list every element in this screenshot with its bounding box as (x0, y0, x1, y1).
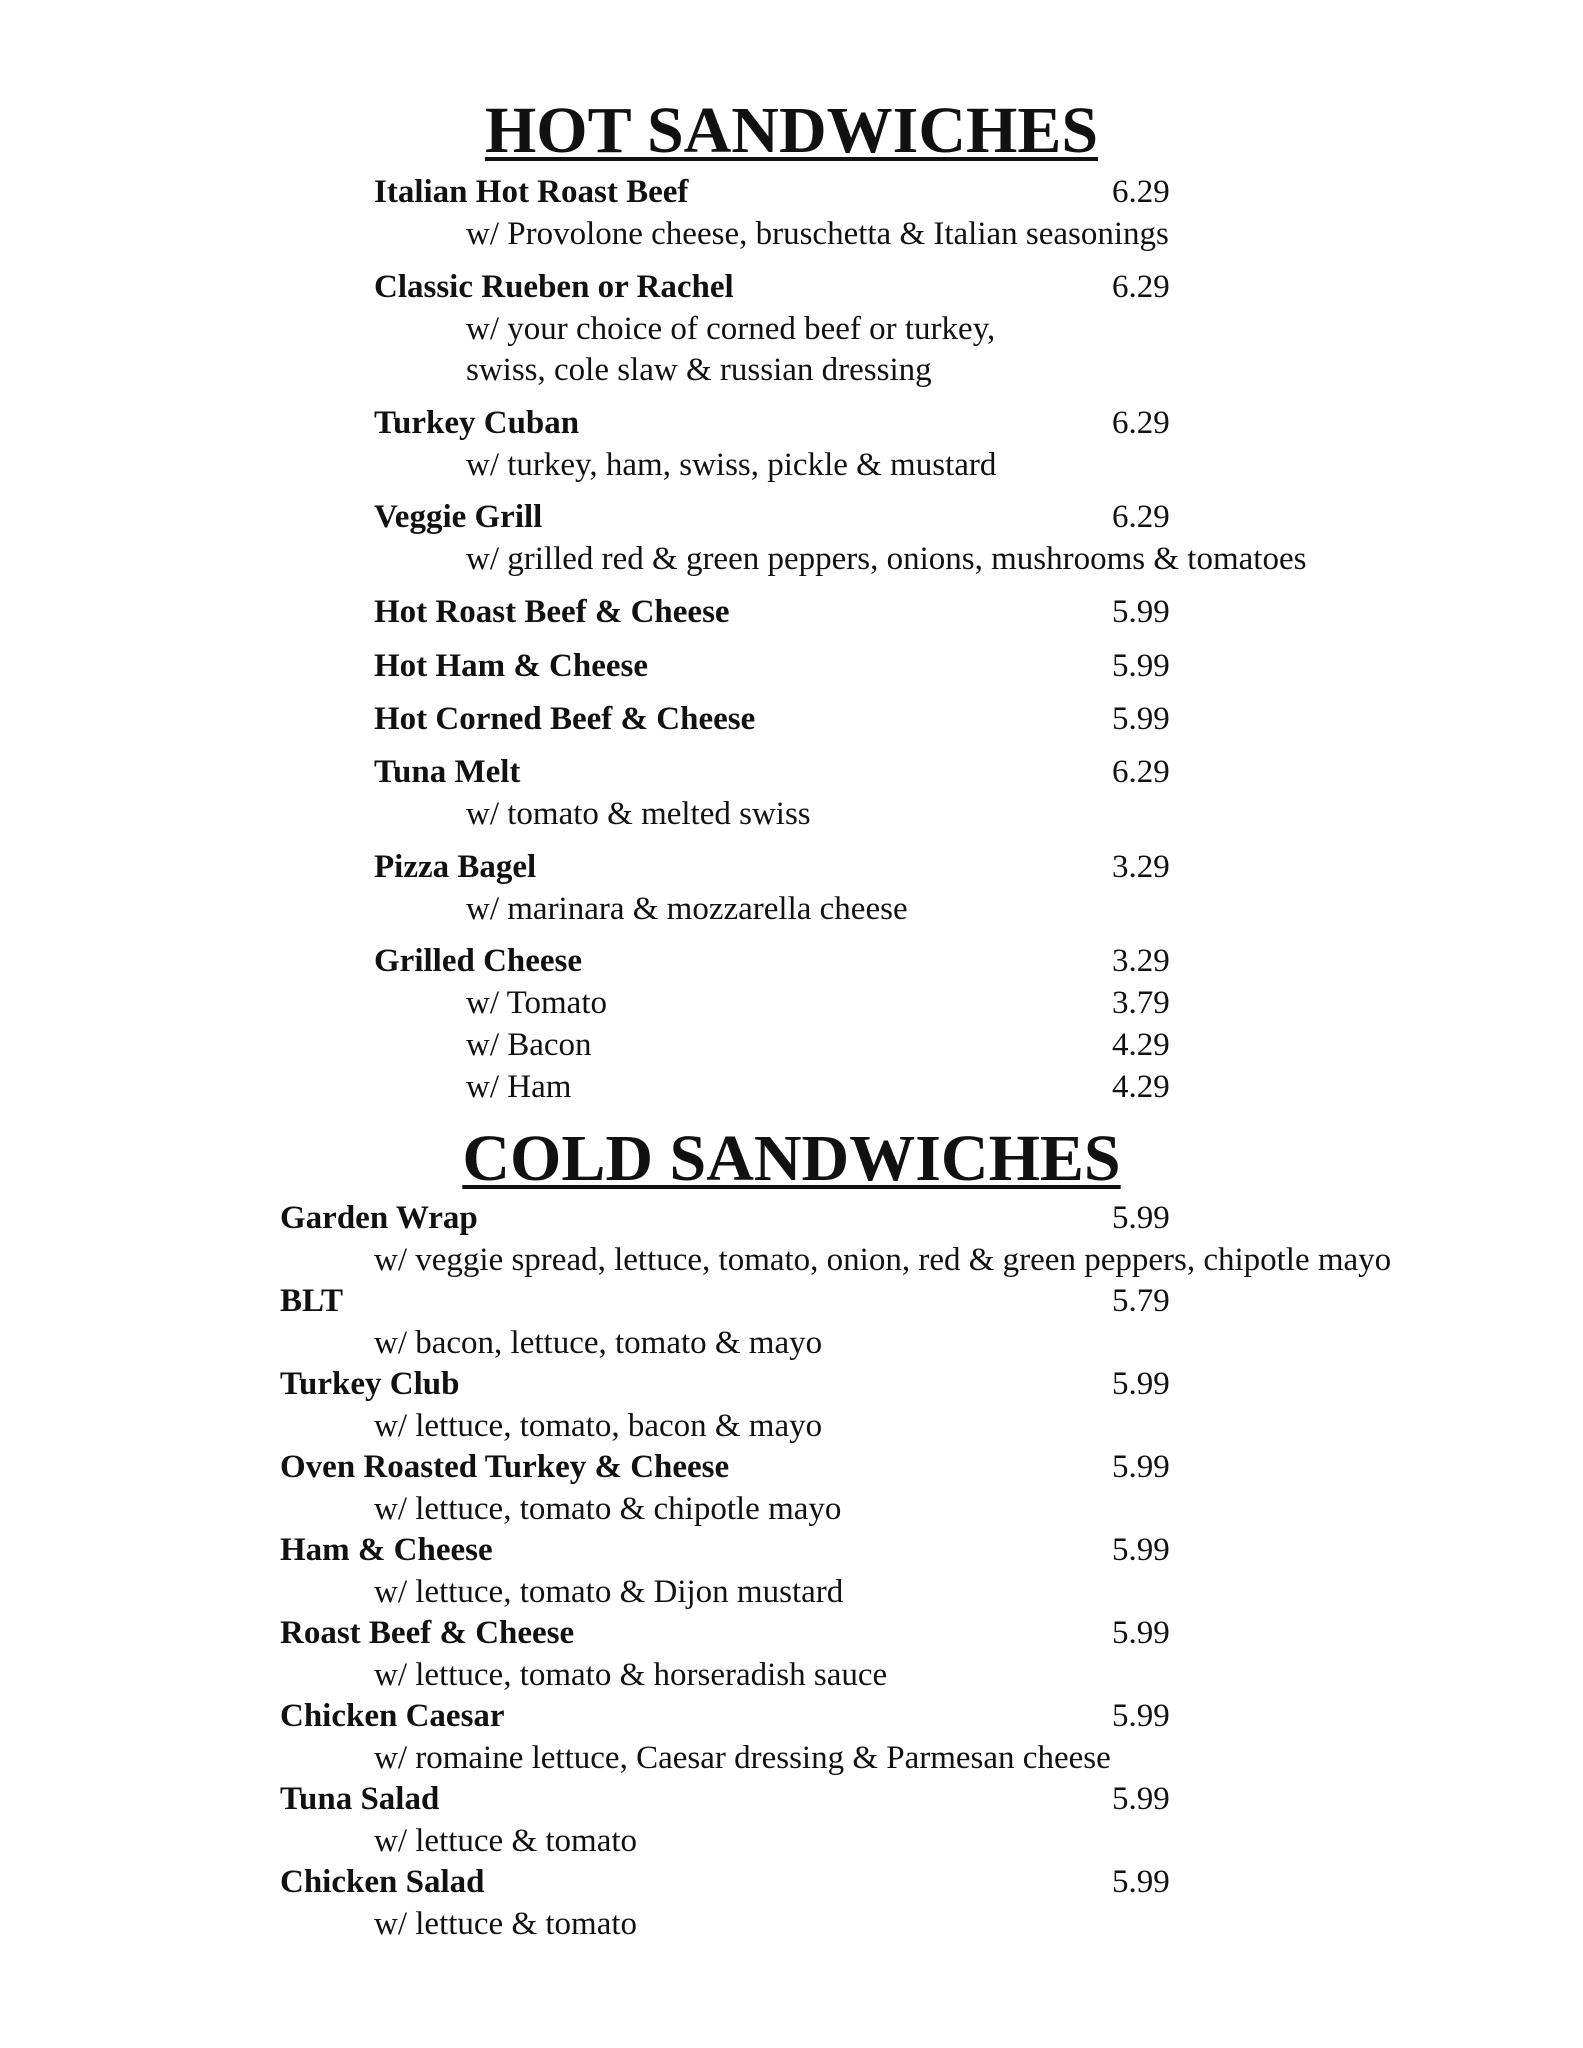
menu-item-name: Hot Ham & Cheese (374, 648, 649, 684)
menu-item-price: 5.99 (1112, 648, 1170, 684)
menu-item-name: Veggie Grill (374, 499, 543, 535)
menu-item-option: w/ Tomato (466, 985, 607, 1021)
menu-item-description: w/ Provolone cheese, bruschetta & Italian seasonings (466, 216, 1169, 252)
menu-item-description: w/ grilled red & green peppers, onions, mushrooms & tomatoes (466, 541, 1307, 577)
menu-item-price: 5.99 (1112, 701, 1170, 737)
hot-sandwiches-heading: HOT SANDWICHES (484, 94, 1099, 167)
menu-item-price: 5.99 (1112, 1781, 1170, 1817)
menu-item-description: w/ lettuce, tomato & horseradish sauce (374, 1657, 888, 1693)
menu-item-price: 5.99 (1112, 1698, 1170, 1734)
menu-item-price: 5.79 (1112, 1283, 1170, 1319)
menu-item-option-price: 3.79 (1112, 985, 1170, 1021)
menu-item-description: w/ bacon, lettuce, tomato & mayo (374, 1325, 823, 1361)
menu-item-name: BLT (280, 1283, 344, 1319)
menu-item-description: w/ turkey, ham, swiss, pickle & mustard (466, 447, 997, 483)
menu-item-description: w/ marinara & mozzarella cheese (466, 891, 908, 927)
menu-item-option-price: 4.29 (1112, 1027, 1170, 1063)
menu-item-name: Grilled Cheese (374, 943, 583, 979)
menu-item-name: Chicken Caesar (280, 1698, 505, 1734)
menu-item-name: Roast Beef & Cheese (280, 1615, 575, 1651)
menu-item-price: 6.29 (1112, 405, 1170, 441)
menu-item-option: w/ Bacon (466, 1027, 592, 1063)
menu-item-price: 5.99 (1112, 1864, 1170, 1900)
menu-item-description: w/ lettuce, tomato, bacon & mayo (374, 1408, 823, 1444)
menu-item-name: Hot Corned Beef & Cheese (374, 701, 756, 737)
menu-item-description: w/ tomato & melted swiss (466, 796, 811, 832)
cold-sandwiches-heading: COLD SANDWICHES (462, 1122, 1121, 1195)
menu-item-price: 3.29 (1112, 849, 1170, 885)
menu-item-name: Turkey Cuban (374, 405, 580, 441)
menu-item-price: 6.29 (1112, 499, 1170, 535)
menu-item-name: Ham & Cheese (280, 1532, 493, 1568)
menu-item-option-price: 4.29 (1112, 1069, 1170, 1105)
menu-item-name: Oven Roasted Turkey & Cheese (280, 1449, 730, 1485)
menu-item-name: Hot Roast Beef & Cheese (374, 594, 730, 630)
menu-item-price: 5.99 (1112, 594, 1170, 630)
menu-item-description: w/ your choice of corned beef or turkey, (466, 311, 996, 347)
menu-item-name: Garden Wrap (280, 1200, 478, 1236)
menu-item-name: Tuna Salad (280, 1781, 440, 1817)
menu-item-price: 6.29 (1112, 754, 1170, 790)
menu-item-price: 5.99 (1112, 1532, 1170, 1568)
menu-item-name: Chicken Salad (280, 1864, 485, 1900)
menu-item-name: Tuna Melt (374, 754, 521, 790)
menu-item-description: w/ lettuce & tomato (374, 1906, 638, 1942)
menu-item-description: w/ veggie spread, lettuce, tomato, onion, red & green peppers, chipotle mayo (374, 1242, 1392, 1278)
menu-item-price: 6.29 (1112, 269, 1170, 305)
menu-item-price: 5.99 (1112, 1615, 1170, 1651)
menu-item-description: w/ lettuce, tomato & chipotle mayo (374, 1491, 842, 1527)
menu-item-price: 6.29 (1112, 174, 1170, 210)
menu-item-description: w/ lettuce, tomato & Dijon mustard (374, 1574, 844, 1610)
menu-item-name: Pizza Bagel (374, 849, 537, 885)
menu-item-price: 5.99 (1112, 1200, 1170, 1236)
menu-item-description: swiss, cole slaw & russian dressing (466, 352, 932, 388)
menu-item-name: Italian Hot Roast Beef (374, 174, 689, 210)
menu-item-description: w/ romaine lettuce, Caesar dressing & Parmesan cheese (374, 1740, 1111, 1776)
menu-item-option: w/ Ham (466, 1069, 572, 1105)
menu-item-description: w/ lettuce & tomato (374, 1823, 638, 1859)
menu-item-price: 5.99 (1112, 1449, 1170, 1485)
menu-item-price: 5.99 (1112, 1366, 1170, 1402)
menu-item-name: Turkey Club (280, 1366, 460, 1402)
menu-item-price: 3.29 (1112, 943, 1170, 979)
menu-item-name: Classic Rueben or Rachel (374, 269, 734, 305)
